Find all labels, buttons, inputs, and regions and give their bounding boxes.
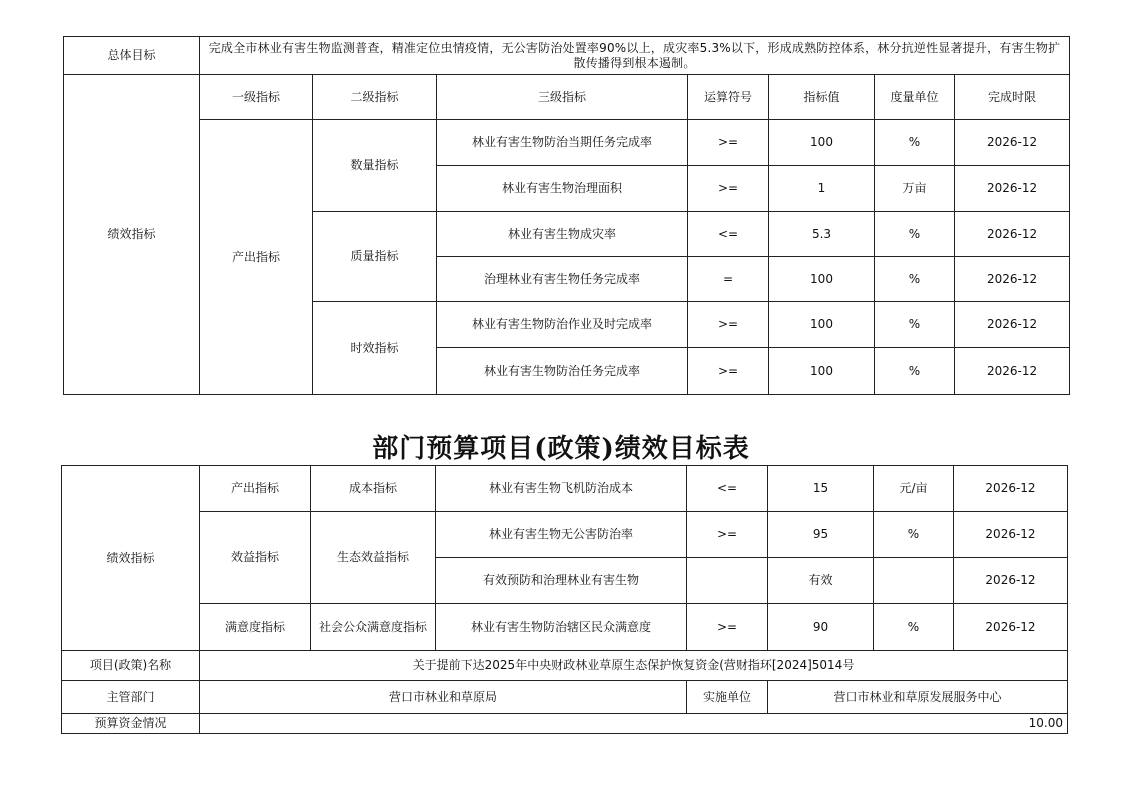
- table-row: [62, 466, 1068, 512]
- indicator-name: 林业有害生物防治作业及时完成率: [437, 302, 688, 348]
- indicator-value: 100: [769, 257, 875, 302]
- indicator-deadline: 2026-12: [955, 257, 1070, 302]
- indicator-deadline: 2026-12: [955, 120, 1070, 166]
- indicator-value: 1: [769, 166, 875, 212]
- indicator-operator: >=: [688, 302, 769, 348]
- indicator-name: 林业有害生物飞机防治成本: [436, 466, 687, 512]
- indicator-operator: >=: [687, 604, 768, 651]
- level1-output: 产出指标: [200, 466, 311, 512]
- indicator-value: 100: [769, 348, 875, 395]
- indicator-value: 有效: [768, 558, 874, 604]
- indicator-unit: %: [875, 120, 955, 166]
- impl-name: 营口市林业和草原发展服务中心: [768, 681, 1068, 714]
- page-title: 部门预算项目(政策)绩效目标表: [372, 434, 750, 464]
- level1-satisfaction: 满意度指标: [200, 604, 311, 651]
- level2-ecological: 生态效益指标: [311, 512, 436, 604]
- table-row: [64, 120, 1070, 166]
- level2-quantity: 数量指标: [313, 120, 437, 212]
- project-name-label: 项目(政策)名称: [62, 651, 200, 681]
- indicator-operator: >=: [688, 348, 769, 395]
- indicator-unit: %: [875, 302, 955, 348]
- header-level2: 二级指标: [313, 75, 437, 120]
- project-name: 关于提前下达2025年中央财政林业草原生态保护恢复资金(营财指环[2024]5014号: [200, 651, 1068, 681]
- indicator-operator: <=: [687, 466, 768, 512]
- indicator-operator: [687, 558, 768, 604]
- indicator-operator: >=: [688, 120, 769, 166]
- indicator-unit: %: [875, 212, 955, 257]
- indicator-name: 林业有害生物成灾率: [437, 212, 688, 257]
- indicator-deadline: 2026-12: [955, 348, 1070, 395]
- indicator-operator: =: [688, 257, 769, 302]
- indicator-value: 15: [768, 466, 874, 512]
- table-row: [62, 604, 1068, 651]
- indicator-value: 5.3: [769, 212, 875, 257]
- indicator-operator: >=: [688, 166, 769, 212]
- level2-public-satisfaction: 社会公众满意度指标: [311, 604, 436, 651]
- performance-table-upper: [63, 36, 1070, 395]
- header-operator: 运算符号: [688, 75, 769, 120]
- indicator-deadline: 2026-12: [955, 166, 1070, 212]
- performance-table-lower: [61, 465, 1068, 734]
- indicator-unit: %: [875, 257, 955, 302]
- indicator-deadline: 2026-12: [955, 212, 1070, 257]
- header-value: 指标值: [769, 75, 875, 120]
- indicator-name: 有效预防和治理林业有害生物: [436, 558, 687, 604]
- header-level1: 一级指标: [200, 75, 313, 120]
- header-deadline: 完成时限: [955, 75, 1070, 120]
- indicator-deadline: 2026-12: [955, 302, 1070, 348]
- dept-name: 营口市林业和草原局: [200, 681, 687, 714]
- dept-label: 主管部门: [62, 681, 200, 714]
- indicator-name: 林业有害生物无公害防治率: [436, 512, 687, 558]
- budget-label: 预算资金情况: [62, 714, 200, 734]
- goal-text: 完成全市林业有害生物监测普查，精准定位虫情疫情，无公害防治处置率90%以上，成灾率5.3%以下，形成成熟防控体系，林分抗逆性显著提升，有害生物扩散传播得到根本遏制。: [200, 37, 1070, 75]
- indicator-deadline: 2026-12: [954, 466, 1068, 512]
- indicator-unit: %: [875, 348, 955, 395]
- perf-label: 绩效指标: [62, 466, 200, 651]
- indicator-unit: [874, 558, 954, 604]
- level1-output: 产出指标: [200, 120, 313, 395]
- indicator-unit: %: [874, 512, 954, 558]
- indicator-value: 90: [768, 604, 874, 651]
- indicator-value: 100: [769, 302, 875, 348]
- impl-label: 实施单位: [687, 681, 768, 714]
- level2-quality: 质量指标: [313, 212, 437, 302]
- level2-timeliness: 时效指标: [313, 302, 437, 395]
- table-row: [62, 512, 1068, 558]
- budget-value: 10.00: [200, 714, 1068, 734]
- indicator-value: 100: [769, 120, 875, 166]
- perf-label: 绩效指标: [64, 75, 200, 395]
- indicator-deadline: 2026-12: [954, 558, 1068, 604]
- indicator-name: 林业有害生物治理面积: [437, 166, 688, 212]
- indicator-value: 95: [768, 512, 874, 558]
- indicator-name: 林业有害生物防治任务完成率: [437, 348, 688, 395]
- indicator-unit: 元/亩: [874, 466, 954, 512]
- indicator-name: 林业有害生物防治当期任务完成率: [437, 120, 688, 166]
- indicator-name: 治理林业有害生物任务完成率: [437, 257, 688, 302]
- indicator-operator: >=: [687, 512, 768, 558]
- level1-benefit: 效益指标: [200, 512, 311, 604]
- indicator-name: 林业有害生物防治辖区民众满意度: [436, 604, 687, 651]
- indicator-operator: <=: [688, 212, 769, 257]
- indicator-deadline: 2026-12: [954, 512, 1068, 558]
- goal-label: 总体目标: [64, 37, 200, 75]
- indicator-deadline: 2026-12: [954, 604, 1068, 651]
- indicator-unit: 万亩: [875, 166, 955, 212]
- header-level3: 三级指标: [437, 75, 688, 120]
- level2-cost: 成本指标: [311, 466, 436, 512]
- indicator-unit: %: [874, 604, 954, 651]
- header-unit: 度量单位: [875, 75, 955, 120]
